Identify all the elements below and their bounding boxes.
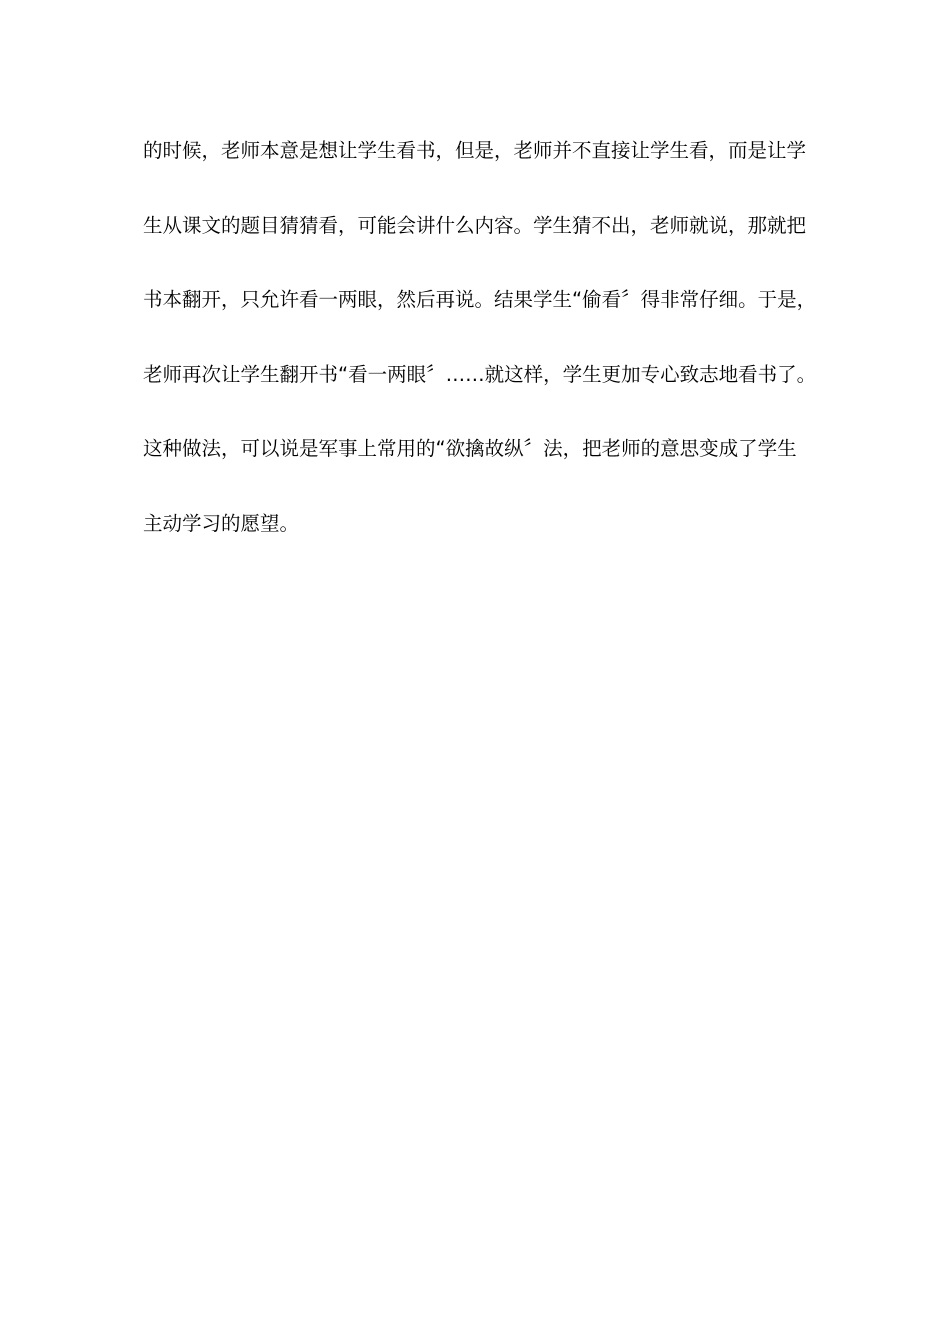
- text-line: 的时候，老师本意是想让学生看书，但是，老师并不直接让学生看，而是让学: [143, 139, 807, 162]
- text-line: 书本翻开，只允许看一两眼，然后再说。结果学生“偷看〞得非常仔细。于是，: [143, 288, 817, 312]
- text-line: 主动学习的愿望。: [143, 511, 300, 535]
- text-line: 老师再次让学生翻开书“看一两眼〞……就这样，学生更加专心致志地看书了。: [143, 362, 817, 386]
- text-line: 这种做法，可以说是军事上常用的“欲擒故纵〞法，把老师的意思变成了学生: [143, 437, 797, 461]
- body-paragraph: [143, 131, 823, 579]
- text-line: 生从课文的题目猜猜看，可能会讲什么内容。学生猜不出，老师就说，那就把: [143, 213, 807, 237]
